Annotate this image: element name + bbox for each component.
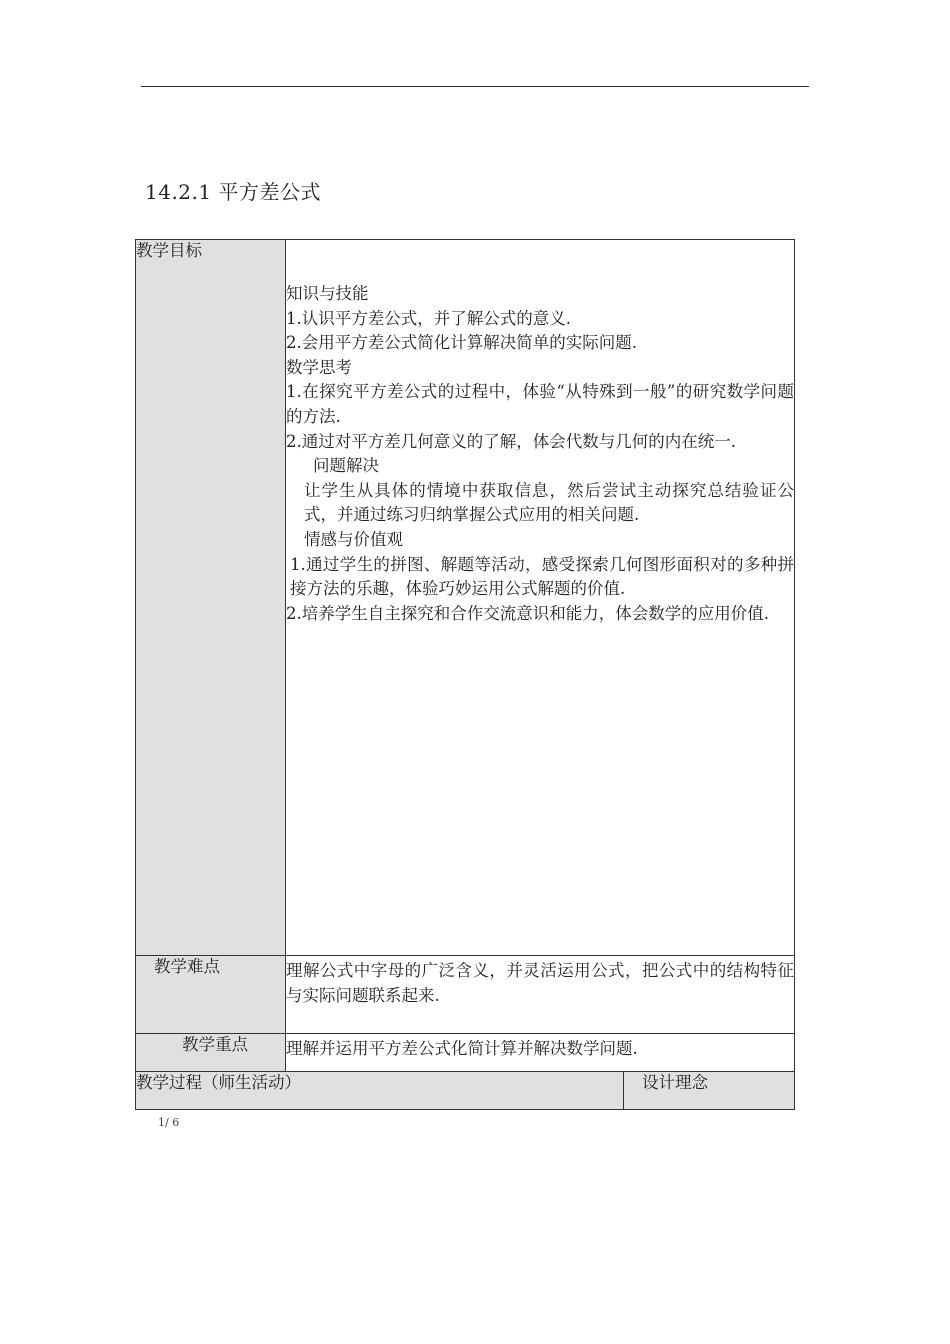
page-number: 1/ 6 [158,1116,180,1129]
objective-line: 2.培养学生自主探究和合作交流意识和能力，体会数学的应用价值. [286,603,769,623]
key-point-label: 教学重点 [136,1034,286,1072]
objective-line: 1.在探究平方差公式的过程中，体验“从特殊到一般”的研究数学问题的方法. [286,382,794,426]
difficulty-content: 理解公式中字母的广泛含义，并灵活运用公式，把公式中的结构特征与实际问题联系起来. [286,956,795,1034]
difficulty-label: 教学难点 [136,956,286,1034]
lesson-plan-table [135,239,795,1110]
key-point-row [136,1034,795,1072]
objective-line: 2.通过对平方差几何意义的了解，体会代数与几何的内在统一. [286,431,736,451]
objectives-row [136,240,795,956]
objective-heading-thinking: 数学思考 [286,357,352,377]
difficulty-row [136,956,795,1034]
objective-line: 让学生从具体的情境中获取信息，然后尝试主动探究总结验证公式，并通过练习归纳掌握公式应用的相关问题. [304,480,794,525]
objective-heading-problem-solving: 问题解决 [313,456,379,476]
process-label: 教学过程（师生活动） [136,1072,624,1110]
objective-heading-knowledge: 知识与技能 [286,284,369,303]
objective-line: 1.通过学生的拼图、解题等活动，感受探索几何图形面积对的多种拼接方法的乐趣，体验巧妙运用公式解题的价值. [290,554,794,599]
page-title: 14.2.1 平方差公式 [145,180,321,204]
objective-heading-values: 情感与价值观 [304,529,403,549]
objective-line: 2.会用平方差公式简化计算解决简单的实际问题. [286,333,637,353]
process-row [136,1072,795,1110]
header-rule [141,86,809,87]
objectives-label: 教学目标 [136,240,286,956]
key-point-content: 理解并运用平方差公式化简计算并解决数学问题. [286,1034,795,1072]
design-label: 设计理念 [624,1072,795,1110]
objective-line: 1.认识平方差公式，并了解公式的意义. [286,308,571,328]
objectives-content [286,240,795,956]
